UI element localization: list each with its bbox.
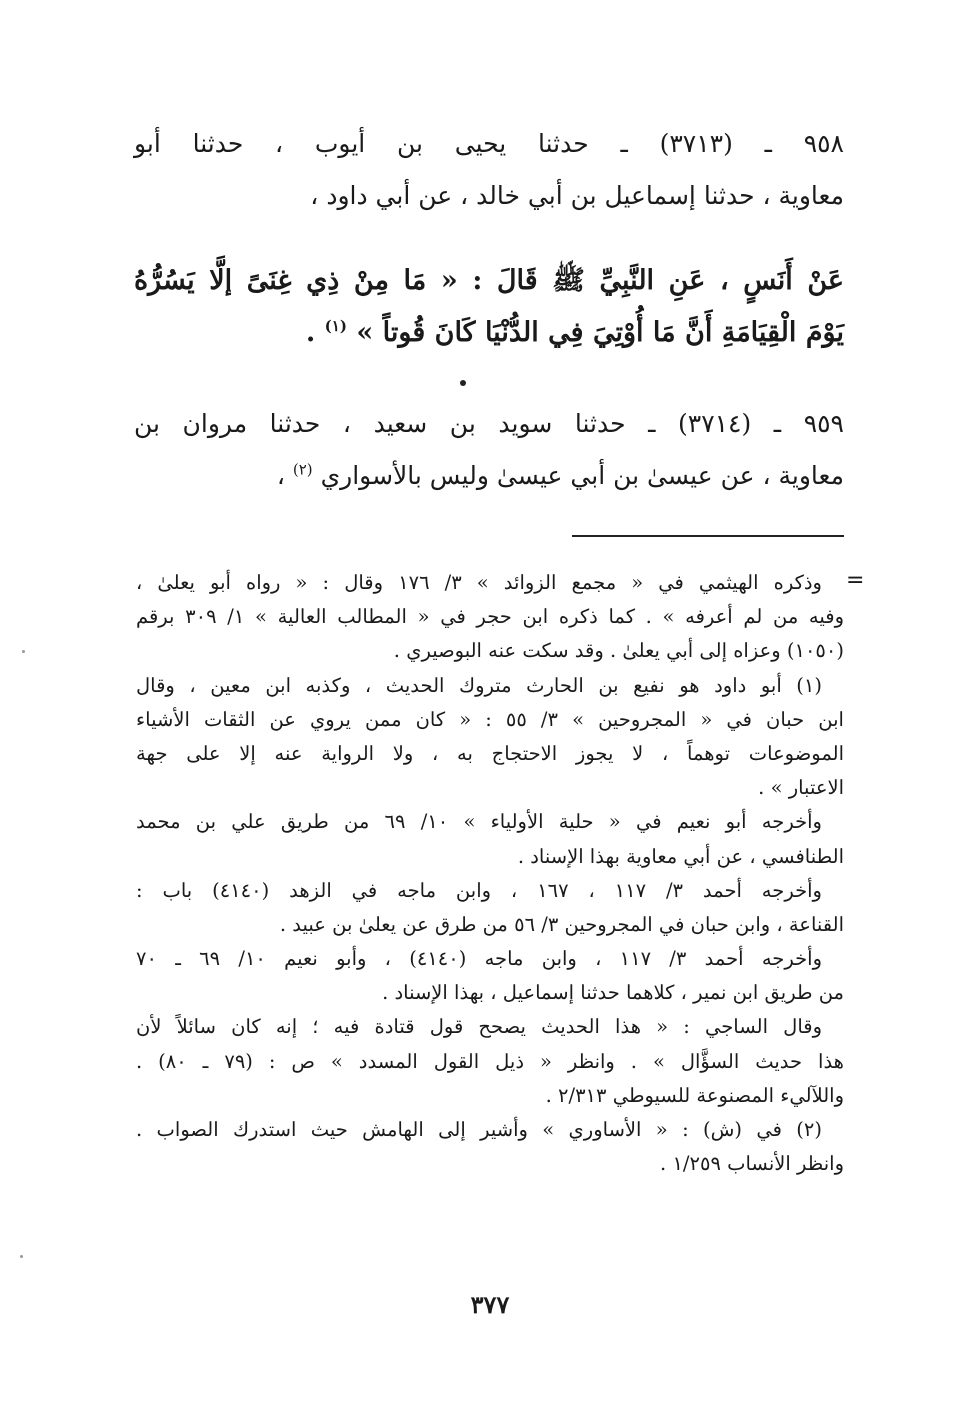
footnote-line: وأخرجه أبو نعيم في « حلية الأولياء » ١٠/ ٦٩ من طريق علي بن محمد (136, 810, 822, 834)
hadith-958-matn (134, 255, 844, 359)
footnote-line: الطنافسي ، عن أبي معاوية بهذا الإسناد . (517, 844, 844, 868)
footnote-separator-rule (572, 535, 844, 537)
hadith-959-line-2-end: ، (276, 461, 285, 490)
footnote-line: وأخرجه أحمد ٣/ ١١٧ ، وابن ماجه (٤١٤٠) ، وأبو نعيم ١٠/ ٦٩ ـ ٧٠ (136, 947, 822, 971)
footnotes (136, 566, 844, 1181)
hadith-958-isnad (134, 118, 844, 222)
hadith-958-matn-line-2 (134, 307, 844, 359)
footnote-line: وفيه من لم أعرفه » . كما ذكره ابن حجر في « المطالب العالية » ١/ ٣٠٩ برقم (136, 605, 845, 629)
footnote-line: القناعة ، وابن حبان في المجروحين ٣/ ٥٦ من طرق عن يعلىٰ بن عبيد . (279, 912, 844, 936)
page-number: ٣٧٧ (470, 1290, 510, 1319)
matn-end-punct: . (305, 317, 316, 348)
footnote-ref-2: (٢) (292, 460, 313, 479)
footnote-line: واللآليء المصنوعة للسيوطي ٢/٣١٣ . (545, 1083, 844, 1107)
hadith-958-matn-line-1: عَنْ أَنَسٍ ، عَنِ النَّبِيِّ ﷺ قَالَ : « مَا مِنْ ذِي غِنَىً إلَّا يَسُرُّهُ (134, 265, 844, 296)
footnote-ref-1: (١) (324, 317, 347, 335)
footnote-line: من طريق ابن نمير ، كلاهما حدثنا إسماعيل ، بهذا الإسناد . (382, 981, 844, 1005)
footnote-line: هذا حديث السؤَّال » . وانظر « ذيل القول المسدد » ص : (٧٩ ـ ٨٠) . (136, 1049, 844, 1073)
footnote-line: وأخرجه أحمد ٣/ ١١٧ ، ١٦٧ ، وابن ماجه في الزهد (٤١٤٠) باب : (136, 878, 822, 902)
hadith-959-line-1: ٩٥٩ ـ (٣٧١٤) ـ حدثنا سويد بن سعيد ، حدثنا مروان بن (134, 409, 844, 438)
hadith-958-line-2: معاوية ، حدثنا إسماعيل بن أبي خالد ، عن أبي داود ، (310, 181, 844, 210)
footnote-line: الاعتبار » . (758, 776, 844, 800)
hadith-959-isnad (134, 398, 844, 502)
footnote-line: ابن حبان في « المجروحين » ٣/ ٥٥ : « كان ممن يروي عن الثقات الأشياء (136, 707, 844, 731)
footnote-line: الموضوعات توهماً ، لا يجوز الاحتجاج به ، ولا الرواية عنه إلا على جهة (136, 741, 844, 765)
matn-line-2-text: يَوْمَ الْقِيَامَةِ أَنَّ مَا أُوْتِيَ فِي الدُّنْيَا كَانَ قُوتاً » (356, 317, 844, 348)
footnote-line: (١٠٥٠) وعزاه إلى أبي يعلىٰ . وقد سكت عنه البوصيري . (393, 639, 844, 663)
footnote-line: وقال الساجي : « هذا الحديث يصحح قول قتادة فيه ؛ إنه كان سائلاً لأن (136, 1015, 822, 1039)
scan-speck (20, 1255, 23, 1258)
footnote-line: وذكره الهيثمي في « مجمع الزوائد » ٣/ ١٧٦ وقال : « رواه أبو يعلىٰ ، (136, 571, 822, 594)
hadith-958-line-1: ٩٥٨ ـ (٣٧١٣) ـ حدثنا يحيى بن أيوب ، حدثنا أبو (134, 129, 844, 158)
footnote-line: (١) أبو داود هو نفيع بن الحارث متروك الحديث ، وكذبه ابن معين ، وقال (136, 673, 822, 697)
scan-speck (22, 650, 25, 653)
hadith-959-line-2-text: معاوية ، عن عيسىٰ بن أبي عيسىٰ وليس بالأسواري (320, 461, 844, 490)
footnote-continuation-mark: = (846, 568, 865, 593)
footnote-line: وانظر الأنساب ١/٢٥٩ . (660, 1152, 844, 1176)
footnote-line: (٢) في (ش) : « الأساوري » وأشير إلى الهامش حيث استدرك الصواب . (136, 1118, 822, 1141)
separator-dot (460, 380, 466, 386)
hadith-959-line-2 (134, 450, 844, 502)
